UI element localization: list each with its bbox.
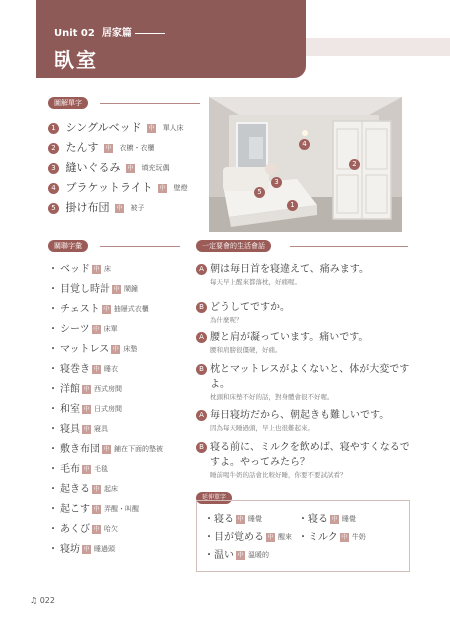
dialogue-line: どうしてですか。 [210,302,290,313]
vocab-word: ミルク [308,532,338,543]
speaker-badge: A [196,332,207,343]
vocab-word: チェスト [60,304,100,315]
vocab-word: 寝坊 [60,544,80,555]
photo-label-badge: 5 [254,187,265,198]
vocab-word: 寝具 [60,424,80,435]
vocab-translation: 睡過頭 [94,545,115,553]
related-vocab-item: ・ 寝巻き 中 睡衣 [48,364,118,375]
section-dialogue-title: 一定要會的生活會話 [196,240,271,252]
dialogue-translation: 枕頭和床墊不好的話，對身體會很不好喔。 [210,393,334,401]
vocab-word: 目が覚める [214,532,264,543]
bedroom-photo [209,97,402,232]
page-footer [30,596,55,605]
page-title: 臥室 [54,48,98,72]
chinese-badge: 中 [83,465,90,473]
vocab-word: 敷き布団 [60,444,100,455]
vocab-word: 起きる [60,484,90,495]
chinese-badge: 中 [83,385,90,393]
vocab-word: 和室 [60,404,80,415]
photo-label-badge: 1 [287,200,298,211]
chinese-badge: 中 [341,533,348,541]
chinese-badge: 中 [237,515,244,523]
related-vocab-item: ・ 寝具 中 寢具 [48,424,108,435]
chinese-badge: 中 [83,545,90,553]
related-vocab-item: ・ 和室 中 日式房間 [48,404,122,415]
dialogue-translation: 為什麼呢？ [210,316,243,324]
related-vocab-item: ・ 起きる 中 起床 [48,484,118,495]
dialogue-line: 枕とマットレスがよくないと、体が大変です [210,364,410,375]
vocab-word: 寝る [308,514,328,525]
chinese-badge: 中 [83,405,90,413]
vocab-word: ベッド [60,264,90,275]
section-divider [100,103,200,104]
dialogue-translation: 腰和肩膀很僵硬，好痛。 [210,346,282,354]
dialogue-line: よ。 [210,379,230,390]
chinese-badge: 中 [93,525,100,533]
vocab-translation: 睡衣 [104,365,118,373]
speaker-badge: A [196,264,207,275]
number-badge: 2 [48,143,59,154]
vocab-translation: 睡覺 [342,515,356,523]
vocab-translation: 鋪在下面的墊被 [114,445,163,453]
extra-vocab-item: ・寝る 中 睡覺 [204,514,262,525]
unit-label [54,24,165,39]
vocab-translation: 牛奶 [351,533,366,541]
related-vocab-item: ・ ベッド 中 床 [48,264,111,275]
vocab-translation: 鬧鐘 [124,285,138,293]
dialogue-translation: 睡前喝牛奶的話會比較好睡，你要不要試試看？ [210,471,347,479]
related-vocab-item: ・ マットレス 中 床墊 [48,344,138,355]
dialogue-turn [196,262,416,287]
chinese-badge: 中 [93,265,100,273]
vocab-translation: 睡覺 [248,515,262,523]
extra-vocab-item: ・寝る 中 睡覺 [298,514,356,525]
chinese-badge: 中 [159,184,166,192]
related-vocab-item: ・ 寝坊 中 睡過頭 [48,544,115,555]
vocab-word: 掛け布団 [65,201,110,214]
vocab-translation: 床 [104,265,111,273]
related-vocab-item: ・ 毛布 中 毛毯 [48,464,108,475]
chinese-badge: 中 [331,515,338,523]
vocab-word: あくび [60,524,90,535]
vocab-translation: 床單 [103,325,118,333]
vocab-translation: 西式房間 [94,385,122,393]
chinese-badge: 中 [93,365,100,373]
dialogue-line: 朝は毎日首を寝違えて、痛みます。 [210,264,369,275]
picture-vocab-item [48,140,155,156]
number-badge: 1 [48,123,59,134]
chinese-badge: 中 [148,124,155,132]
picture-vocab-item [48,180,188,196]
extra-vocab-item: ・ミルク 中 牛奶 [298,532,366,543]
chinese-badge: 中 [237,551,244,559]
vocab-translation: 日式房間 [94,405,122,413]
vocab-translation: 被子 [130,204,145,212]
related-vocab-item: ・ 目覚し時計 中 鬧鐘 [48,284,138,295]
related-vocab-item: ・ 敷き布団 中 鋪在下面的墊被 [48,444,163,455]
vocab-word: 寝巻き [60,364,90,375]
dialogue-turn [196,362,416,402]
picture-vocab-item [48,160,170,176]
number-badge: 3 [48,163,59,174]
chinese-badge: 中 [103,445,110,453]
speaker-badge: B [196,364,207,375]
photo-label-badge: 3 [271,177,282,188]
vocab-word: 毛布 [60,464,80,475]
header-stripe [306,38,450,56]
chinese-badge: 中 [83,425,90,433]
vocab-word: たんす [65,141,99,154]
vocab-translation: 弄醒・叫醒 [104,505,139,513]
chinese-badge: 中 [116,204,123,212]
chinese-badge: 中 [267,533,274,541]
vocab-translation: 毛毯 [94,465,108,473]
chinese-badge: 中 [93,505,100,513]
vocab-word: シングルベッド [65,121,142,134]
dialogue-translation: 因為每天睡過頭，早上也很難起來。 [210,424,314,432]
vocab-translation: 溫暖的 [248,551,269,559]
vocab-translation: 床墊 [123,345,138,353]
extra-vocab-item: ・温い 中 溫暖的 [204,550,269,561]
chinese-badge: 中 [112,345,119,353]
dialogue-turn [196,408,416,433]
dialogue-line: 寝る前に、ミルクを飲めば、寝やすくなるで [210,442,410,453]
dialogue-line: 毎日寝坊だから、朝起きも難しいです。 [210,410,390,421]
related-vocab-item: ・ シーツ 中 床單 [48,324,118,335]
vocab-word: 寝る [214,514,234,525]
chinese-badge: 中 [103,305,110,313]
chinese-badge: 中 [93,325,100,333]
related-vocab-item: ・ 洋館 中 西式房間 [48,384,122,395]
vocab-translation: 衣櫥・衣櫃 [119,144,155,152]
vocab-word: 縫いぐるみ [65,161,121,174]
dialogue-line: すよ。やってみたら？ [210,457,310,468]
bedroom-illustration [209,97,402,232]
vocab-word: マットレス [60,344,110,355]
dialogue-turn [196,440,416,480]
dialogue-turn [196,300,416,325]
related-vocab-item: ・ 起こす 中 弄醒・叫醒 [48,504,139,515]
picture-vocab-item [48,120,184,136]
picture-vocab-item [48,200,145,216]
vocab-translation: 哈欠 [104,525,118,533]
dialogue-line: 腰と肩が凝っています。痛いです。 [210,332,369,343]
dialogue-turn [196,330,416,355]
photo-label-badge: 4 [299,139,310,150]
section-divider [290,246,408,247]
vocab-word: ブラケットライト [65,181,153,194]
unit-category: 居家篇 [101,28,132,39]
chinese-badge: 中 [105,144,112,152]
chinese-badge: 中 [127,164,134,172]
dialogue-translation: 每天早上醒來都落枕，好痛喔。 [210,278,301,286]
vocab-word: 洋館 [60,384,80,395]
number-badge: 5 [48,203,59,214]
chinese-badge: 中 [113,285,120,293]
chinese-badge: 中 [93,485,100,493]
related-vocab-item: ・ あくび 中 哈欠 [48,524,118,535]
vocab-translation: 醒來 [278,533,292,541]
vocab-translation: 抽屜式衣櫃 [113,305,149,313]
vocab-word: 起こす [60,504,90,515]
page-number: 022 [39,596,55,605]
vocab-translation: 填充玩偶 [141,164,170,172]
vocab-translation: 起床 [104,485,118,493]
section-extra-vocab-title: 延伸單字 [196,492,232,504]
vocab-word: 目覚し時計 [60,284,110,295]
unit-number: Unit 02 [54,28,95,39]
section-divider [100,246,180,247]
speaker-badge: B [196,302,207,313]
related-vocab-item: ・ チェスト 中 抽屜式衣櫃 [48,304,149,315]
section-picture-vocab-title: 圖解單字 [48,97,88,109]
section-related-vocab-title: 關聯字彙 [48,240,88,252]
number-badge: 4 [48,183,59,194]
vocab-translation: 寢具 [94,425,108,433]
photo-label-badge: 2 [349,159,360,170]
vocab-word: 温い [214,550,234,561]
extra-vocab-item: ・目が覚める 中 醒來 [204,532,292,543]
vocab-word: シーツ [60,324,90,335]
vocab-translation: 壁燈 [173,184,188,192]
speaker-badge: B [196,442,207,453]
vocab-translation: 單人床 [162,124,184,132]
speaker-badge: A [196,410,207,421]
music-note-icon: ♫ [30,596,38,605]
